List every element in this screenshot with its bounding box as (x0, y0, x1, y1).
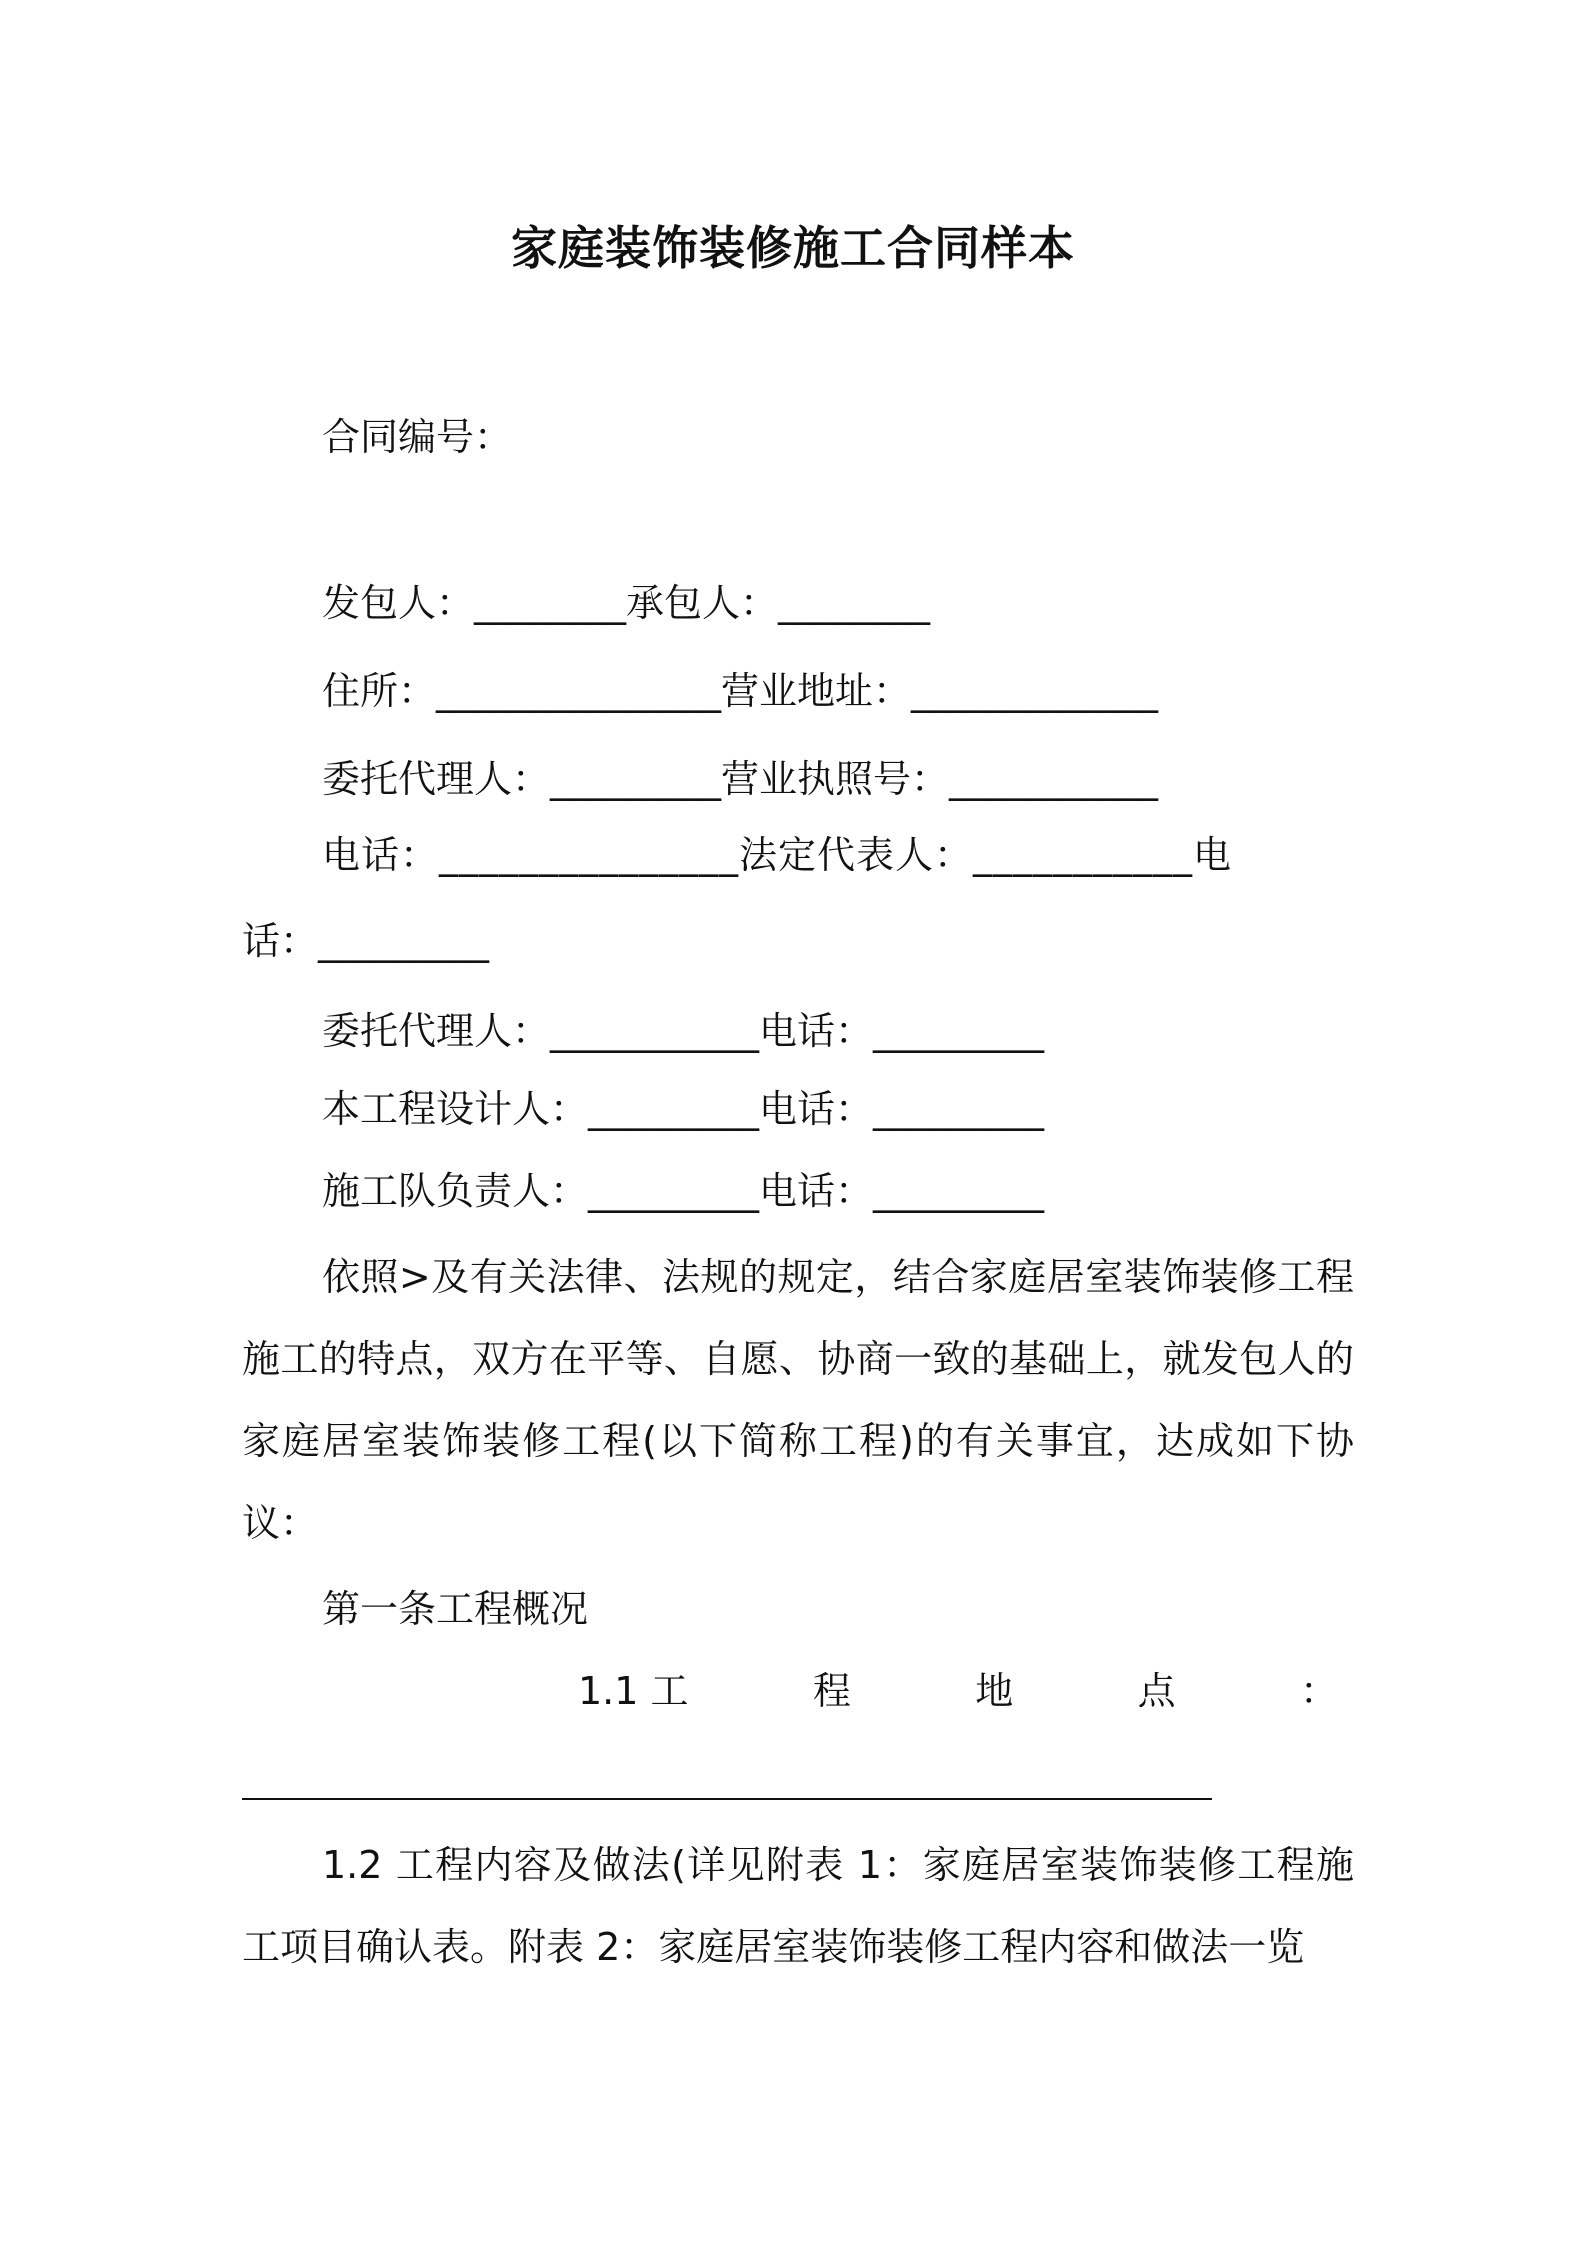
document-title: 家庭装饰装修施工合同样本 (511, 221, 1075, 275)
item-1-1-project-location (578, 1669, 1338, 1713)
party-line-designer-phone: 本工程设计人：_________电话：_________ (322, 1087, 1045, 1131)
party-line-address: 住所：_______________营业地址：_____________ (322, 669, 1159, 713)
party-line-agent-license: 委托代理人：_________营业执照号：___________ (322, 757, 1159, 801)
party-line-employer-contractor: 发包人：________承包人：________ (322, 581, 931, 625)
preamble-paragraph: 依照>及有关法律、法规的规定，结合家庭居室装饰装修工程施工的特点，双方在平等、自愿、协商一致的基础上，就发包人的家庭居室装饰装修工程(以下简称工程)的有关事宜，达成如下协议： (242, 1255, 1354, 1545)
contract-number-label: 合同编号： (322, 415, 513, 459)
party-line-phone-legal-rep: 电话：_______________法定代表人：___________电 (322, 833, 1233, 877)
party-line-team-leader-phone: 施工队负责人：_________电话：_________ (322, 1169, 1045, 1213)
item-1-1-part: ： (1299, 1669, 1338, 1713)
location-fill-line (242, 1798, 1212, 1800)
item-1-1-part: 点 (1137, 1669, 1176, 1713)
item-1-1-part: 1.1 工 (578, 1669, 689, 1713)
item-1-1-part: 程 (812, 1669, 851, 1713)
party-line-agent-phone: 委托代理人：___________电话：_________ (322, 1009, 1045, 1053)
item-1-2-paragraph: 1.2 工程内容及做法(详见附表 1：家庭居室装饰装修工程施工项目确认表。附表 2：家庭居室装饰装修工程内容和做法一览 (242, 1843, 1354, 1969)
article-1-heading: 第一条工程概况 (322, 1587, 589, 1631)
item-1-1-part: 地 (975, 1669, 1014, 1713)
party-line-phone-continued: 话：_________ (242, 919, 490, 963)
